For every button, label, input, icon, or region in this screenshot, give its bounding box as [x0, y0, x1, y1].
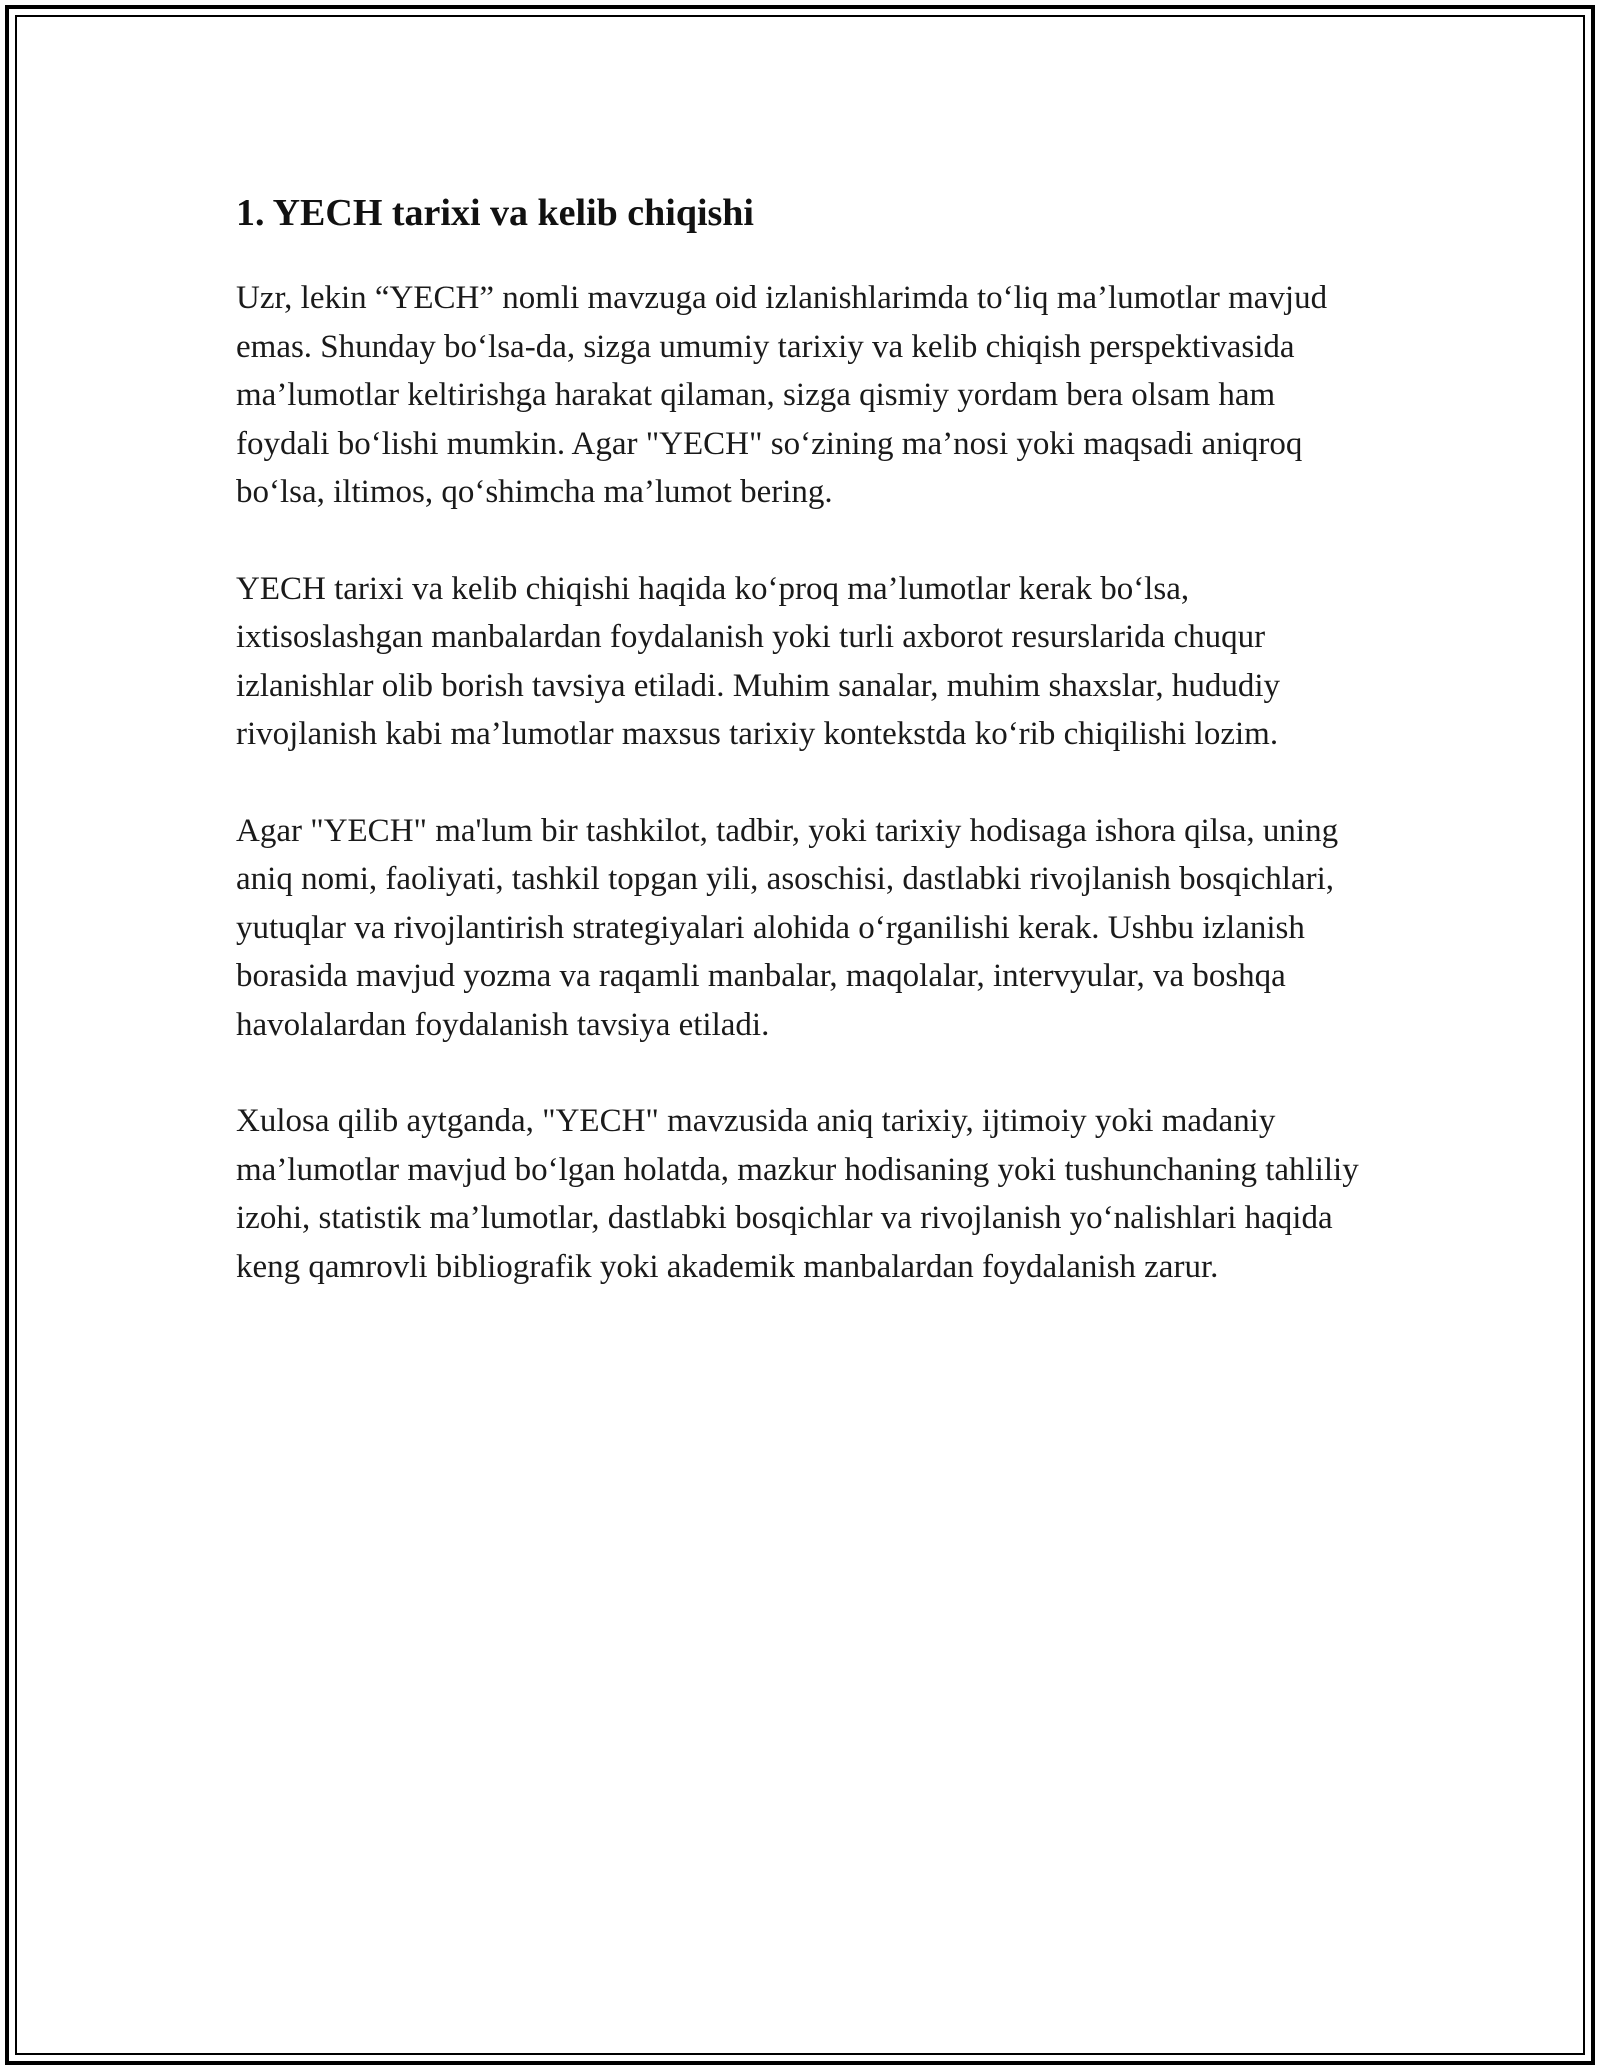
section-heading: 1. YECH tarixi va kelib chiqishi [236, 192, 754, 234]
paragraph-1: Uzr, lekin “YECH” nomli mavzuga oid izlanishlarimda to‘liq ma’lumotlar mavjud emas. Shunday bo‘lsa-da, sizga umumiy tarixiy va kelib chiqish perspektivasida ma’lumotlar keltirishga harakat qilaman, sizga qismiy yordam bera olsam ham foydali bo‘lishi mumkin. Agar "YECH" so‘zining ma’nosi yoki maqsadi aniqroq bo‘lsa, iltimos, qo‘shimcha ma’lumot bering. [236, 280, 1328, 510]
paragraph-3: Agar "YECH" ma'lum bir tashkilot, tadbir, yoki tarixiy hodisaga ishora qilsa, uning aniq nomi, faoliyati, tashkil topgan yili, asoschisi, dastlabki rivojlanish bosqichlari, yutuqlar va rivojlantirish strategiyalari alohida o‘rganilishi kerak. Ushbu izlanish borasida mavjud yozma va raqamli manbalar, maqolalar, intervyular, va boshqa havolalardan foydalanish tavsiya etiladi. [236, 812, 1339, 1043]
paragraph-4: Xulosa qilib aytganda, "YECH" mavzusida aniq tarixiy, ijtimoiy yoki madaniy ma’lumotlar mavjud bo‘lgan holatda, mazkur hodisaning yoki tushunchaning tahliliy izohi, statistik ma’lumotlar, dastlabki bosqichlar va rivojlanish yo‘nalishlari haqida keng qamrovli bibliografik yoki akademik manbalardan foydalanish zarur. [236, 1103, 1359, 1285]
paragraph-2: YECH tarixi va kelib chiqishi haqida ko‘proq ma’lumotlar kerak bo‘lsa, ixtisoslashgan manbalardan foydalanish yoki turli axborot resurslarida chuqur izlanishlar olib borish tavsiya etiladi. Muhim sanalar, muhim shaxslar, hududiy rivojlanish kabi ma’lumotlar maxsus tarixiy kontekstda ko‘rib chiqilishi lozim. [236, 570, 1281, 752]
document-body [236, 188, 1376, 1339]
